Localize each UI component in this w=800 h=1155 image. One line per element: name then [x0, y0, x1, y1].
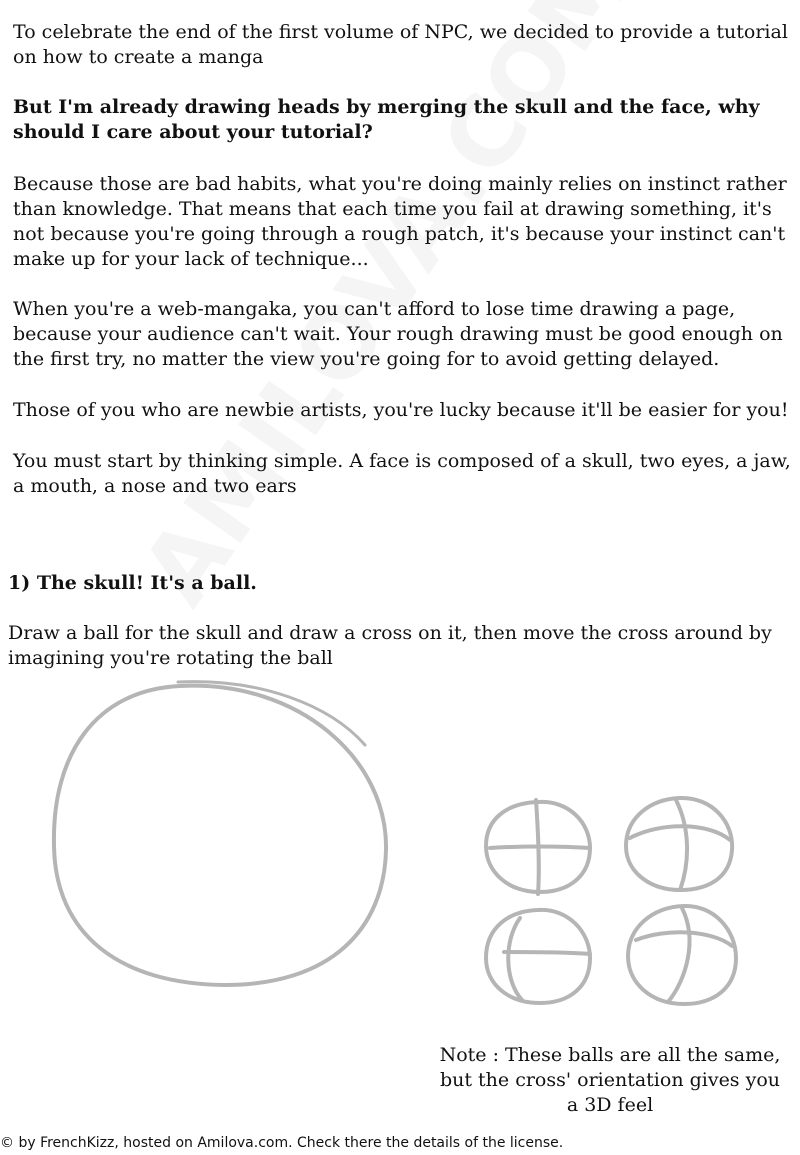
paragraph-face-parts: You must start by thinking simple. A face is composed of a skull, two eyes, a jaw, a mouth, a nose and two ears	[13, 450, 791, 497]
note-line: a 3D feel	[566, 1094, 654, 1116]
ball-sketch-rotated	[628, 906, 736, 1004]
ball-sketch-side	[486, 910, 590, 1003]
paragraph-instinct: Because those are bad habits, what you're doing mainly relies on instinct rather than knowledge. That means that each time you fail at drawing something, it's not because you're going through a rough patch, it's because your instinct can't make up for your lack of technique...	[13, 173, 787, 270]
note-line: but the cross' orientation gives you	[439, 1069, 781, 1091]
question-heading: But I'm already drawing heads by merging the skull and the face, why should I care about your tutorial?	[13, 96, 760, 143]
big-ball-sketch	[54, 686, 386, 985]
note-line: Note : These balls are all the same,	[439, 1044, 781, 1066]
license-footer: © by FrenchKizz, hosted on Amilova.com. Check there the details of the license.	[0, 1135, 564, 1151]
section-instruction: Draw a ball for the skull and draw a cross on it, then move the cross around by imagining you're rotating the ball	[8, 622, 772, 669]
note-caption	[430, 1043, 790, 1118]
intro-paragraph: To celebrate the end of the first volume of NPC, we decided to provide a tutorial on how to create a manga	[13, 21, 788, 68]
ball-sketch-tilted	[626, 798, 732, 890]
section-heading: 1) The skull! It's a ball.	[8, 572, 257, 594]
paragraph-web-mangaka: When you're a web-mangaka, you can't afford to lose time drawing a page, because your audience can't wait. Your rough drawing must be good enough on the first try, no matter the view you're going for to avoid getting delayed.	[13, 298, 783, 370]
ball-sketch-front	[486, 800, 590, 894]
paragraph-newbie: Those of you who are newbie artists, you're lucky because it'll be easier for you!	[13, 399, 789, 421]
